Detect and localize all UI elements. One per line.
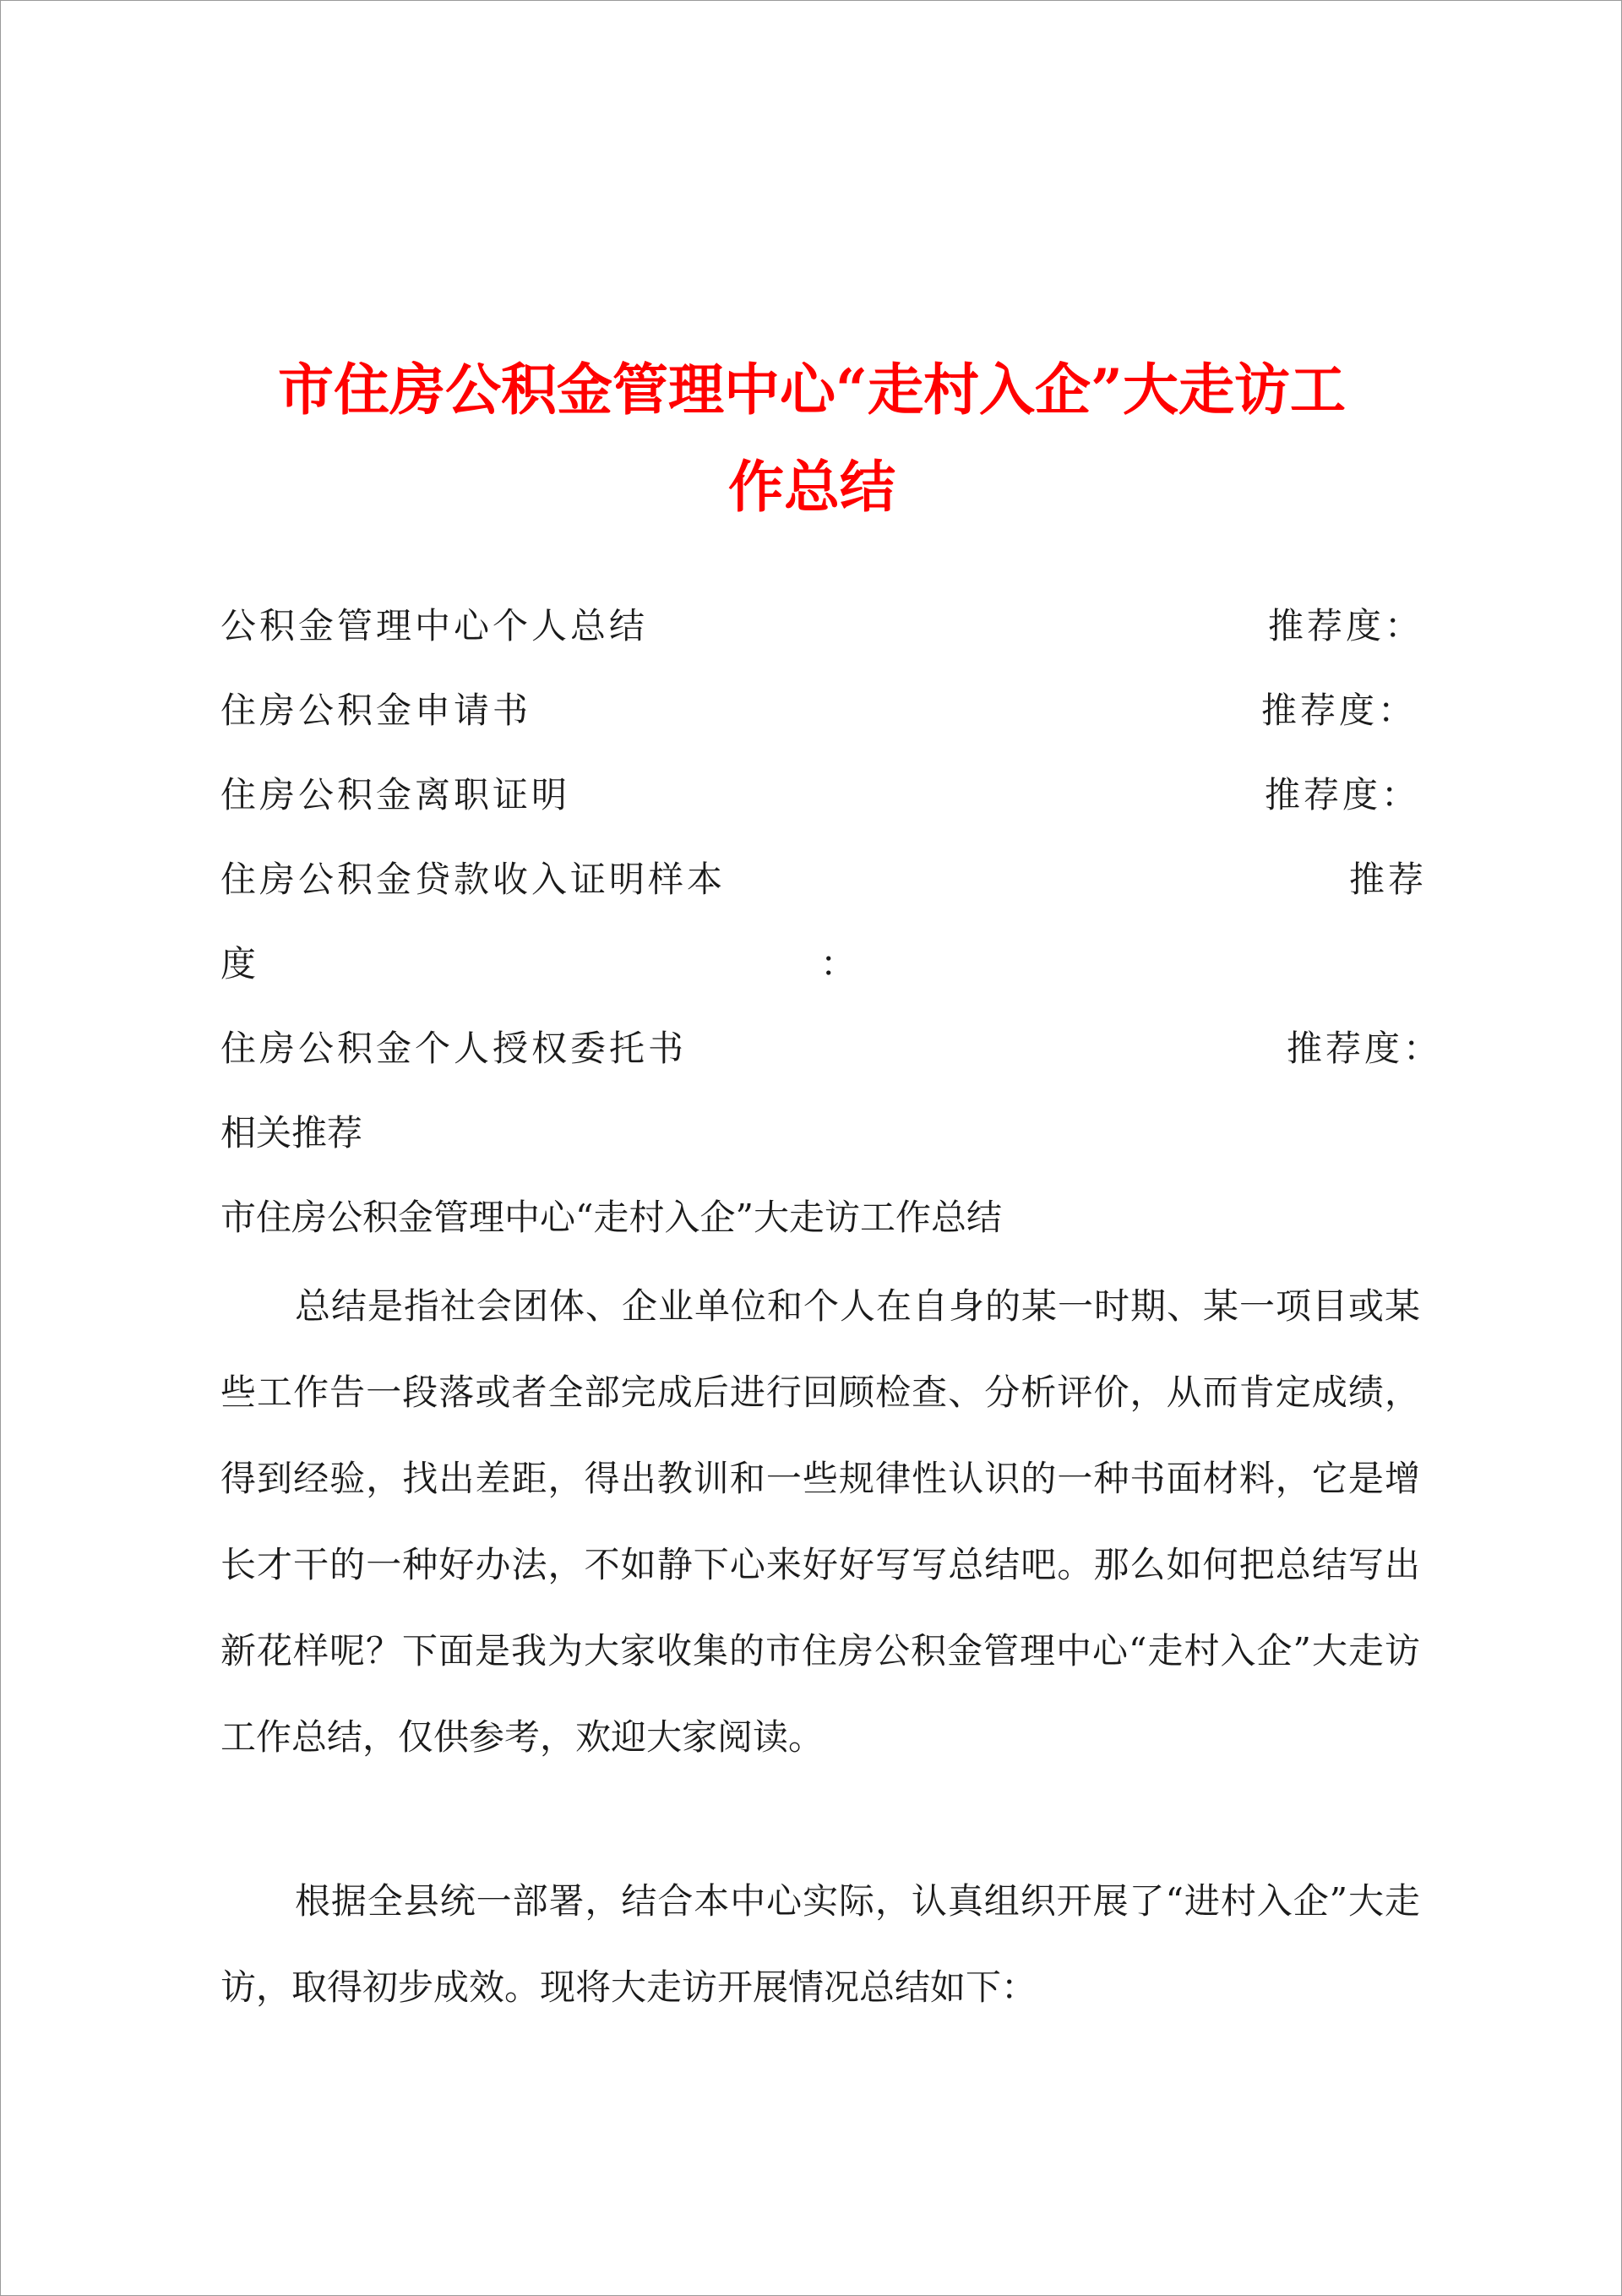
recommend-item-name[interactable]: 住房公积金离职证明 (220, 774, 571, 815)
document-title-line-2: 作总结 (728, 454, 895, 520)
recommend-item-rating-label: 推荐度： (1287, 1028, 1443, 1069)
recommend-item-name[interactable]: 住房公积金个人授权委托书 (220, 1028, 688, 1069)
recommend-item[interactable] (220, 601, 1424, 652)
recommend-item-rating-label: 推荐 (1349, 859, 1428, 900)
recommend-item-name[interactable]: 住房公积金贷款收入证明样本 (220, 859, 727, 900)
recommend-item-rating-label: 推荐度： (1265, 774, 1421, 815)
recommend-item-name[interactable]: 住房公积金申请书 (220, 690, 532, 731)
recommend-item-name[interactable]: 公积金管理中心个人总结 (220, 605, 649, 646)
related-heading: 相关推荐 (220, 1112, 363, 1153)
recommend-item[interactable] (220, 1023, 1443, 1074)
document-title-line-1: 市住房公积金管理中心“走村入企”大走访工 (278, 357, 1346, 423)
related-link[interactable]: 市住房公积金管理中心“走村入企”大走访工作总结 (220, 1197, 1002, 1238)
recommend-item-rating-label-wrap: 度 (220, 943, 260, 984)
recommend-item-rating-label: 推荐度： (1261, 690, 1418, 731)
recommend-item-rating-colon: ： (820, 943, 860, 984)
recommend-item-wrap (220, 939, 1420, 990)
recommend-item-rating-label: 推荐度： (1268, 605, 1424, 646)
body-paragraph: 根据全县统一部署，结合本中心实际，认真组织开展了“进村入企”大走访，取得初步成效。现将大走访开展情况总结如下： (220, 1880, 1420, 2008)
recommend-item[interactable] (220, 770, 1420, 821)
intro-paragraph: 总结是指社会团体、企业单位和个人在自身的某一时期、某一项目或某些工作告一段落或者全部完成后进行回顾检查、分析评价，从而肯定成绩，得到经验，找出差距，得出教训和一些规律性认识的一种书面材料，它是增长才干的一种好办法，不如静下心来好好写写总结吧。那么如何把总结写出新花样呢？下面是我为大家收集的市住房公积金管理中心“走村入企”大走访工作总结，仅供参考，欢迎大家阅读。 (220, 1285, 1420, 1758)
recommend-item[interactable] (220, 854, 1428, 905)
recommend-item[interactable] (220, 685, 1420, 736)
